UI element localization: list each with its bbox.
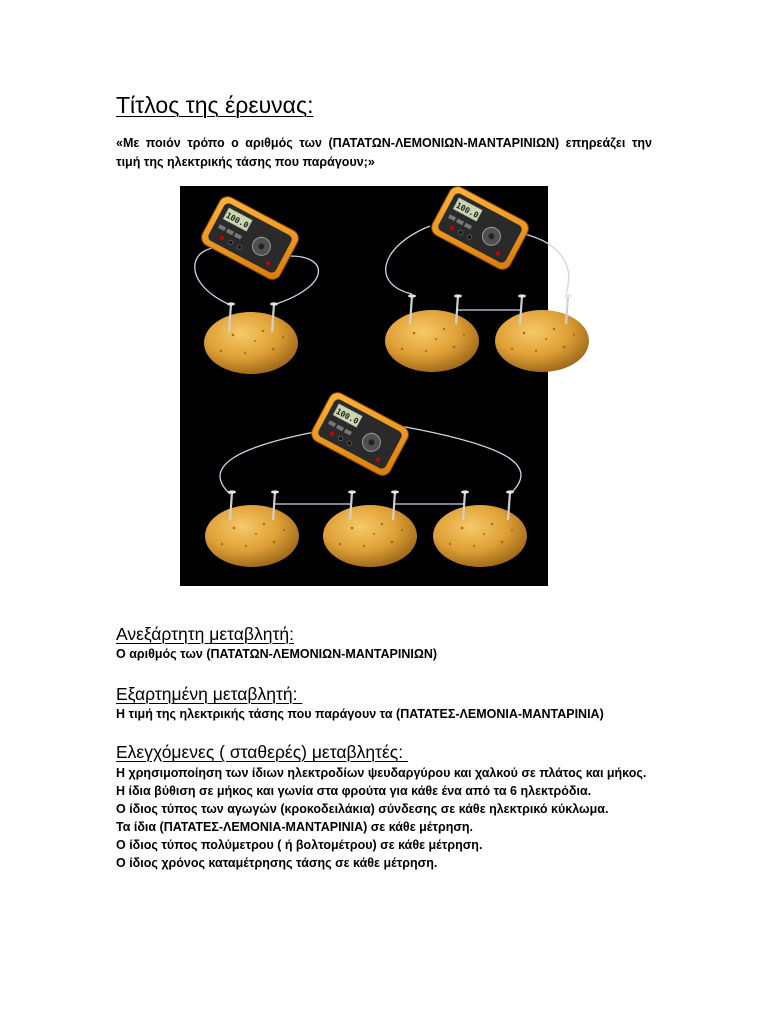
potato-3 bbox=[495, 310, 589, 372]
potato-1 bbox=[204, 312, 298, 374]
controlled-variables-section bbox=[116, 742, 656, 872]
controlled-variable-item: Ο ίδιος τύπος των αγωγών (κροκοδειλάκια) σύνδεσης σε κάθε ηλεκτρικό κύκλωμα. bbox=[116, 802, 609, 816]
controlled-variable-item: Η χρησιμοποίηση των ίδιων ηλεκτροδίων ψευδαργύρου και χαλκού σε πλάτος και μήκος. bbox=[116, 766, 647, 780]
potato-battery-figure bbox=[148, 172, 548, 586]
potato-2 bbox=[385, 310, 479, 372]
independent-variable-section bbox=[116, 624, 656, 663]
controlled-variable-item: Ο ίδιος χρόνος καταμέτρησης τάσης σε κάθε μέτρηση. bbox=[116, 856, 438, 870]
controlled-variable-item: Ο ίδιος τύπος πολύμετρου ( ή βολτομέτρου) σε κάθε μέτρηση. bbox=[116, 838, 483, 852]
research-question: «Με ποιόν τρόπο ο αριθμός των (ΠΑΤΑΤΩΝ-ΛΕΜΟΝΙΩΝ-ΜΑΝΤΑΡΙΝΙΩΝ) επηρεάζει την τιμή της ηλεκτρικής τάσης που παράγουν;» bbox=[116, 136, 652, 169]
controlled-variable-item: Τα ίδια (ΠΑΤΑΤΕΣ-ΛΕΜΟΝΙΑ-ΜΑΝΤΑΡΙΝΙΑ) σε κάθε μέτρηση. bbox=[116, 820, 473, 834]
dependent-variable-text: Η τιμή της ηλεκτρικής τάσης που παράγουν τα (ΠΑΤΑΤΕΣ-ΛΕΜΟΝΙΑ-ΜΑΝΤΑΡΙΝΙΑ) bbox=[116, 707, 604, 721]
dependent-variable-section bbox=[116, 684, 656, 723]
controlled-variables-heading: Ελεγχόμενες ( σταθερές) μεταβλητές: bbox=[116, 742, 408, 762]
potato-6 bbox=[433, 505, 527, 567]
potato-5 bbox=[323, 505, 417, 567]
research-title: Τίτλος της έρευνας: bbox=[116, 92, 314, 118]
potato-4 bbox=[205, 505, 299, 567]
dependent-variable-heading: Εξαρτημένη μεταβλητή: bbox=[116, 684, 303, 704]
independent-variable-text: Ο αριθμός των (ΠΑΤΑΤΩΝ-ΛΕΜΟΝΙΩΝ-ΜΑΝΤΑΡΙΝΙΩΝ) bbox=[116, 647, 438, 661]
controlled-variable-item: Η ίδια βύθιση σε μήκος και γωνία στα φρούτα για κάθε ένα από τα 6 ηλεκτρόδια. bbox=[116, 784, 592, 798]
independent-variable-heading: Ανεξάρτητη μεταβλητή: bbox=[116, 624, 294, 644]
potato-battery-illustration: 100.0 bbox=[180, 186, 548, 586]
